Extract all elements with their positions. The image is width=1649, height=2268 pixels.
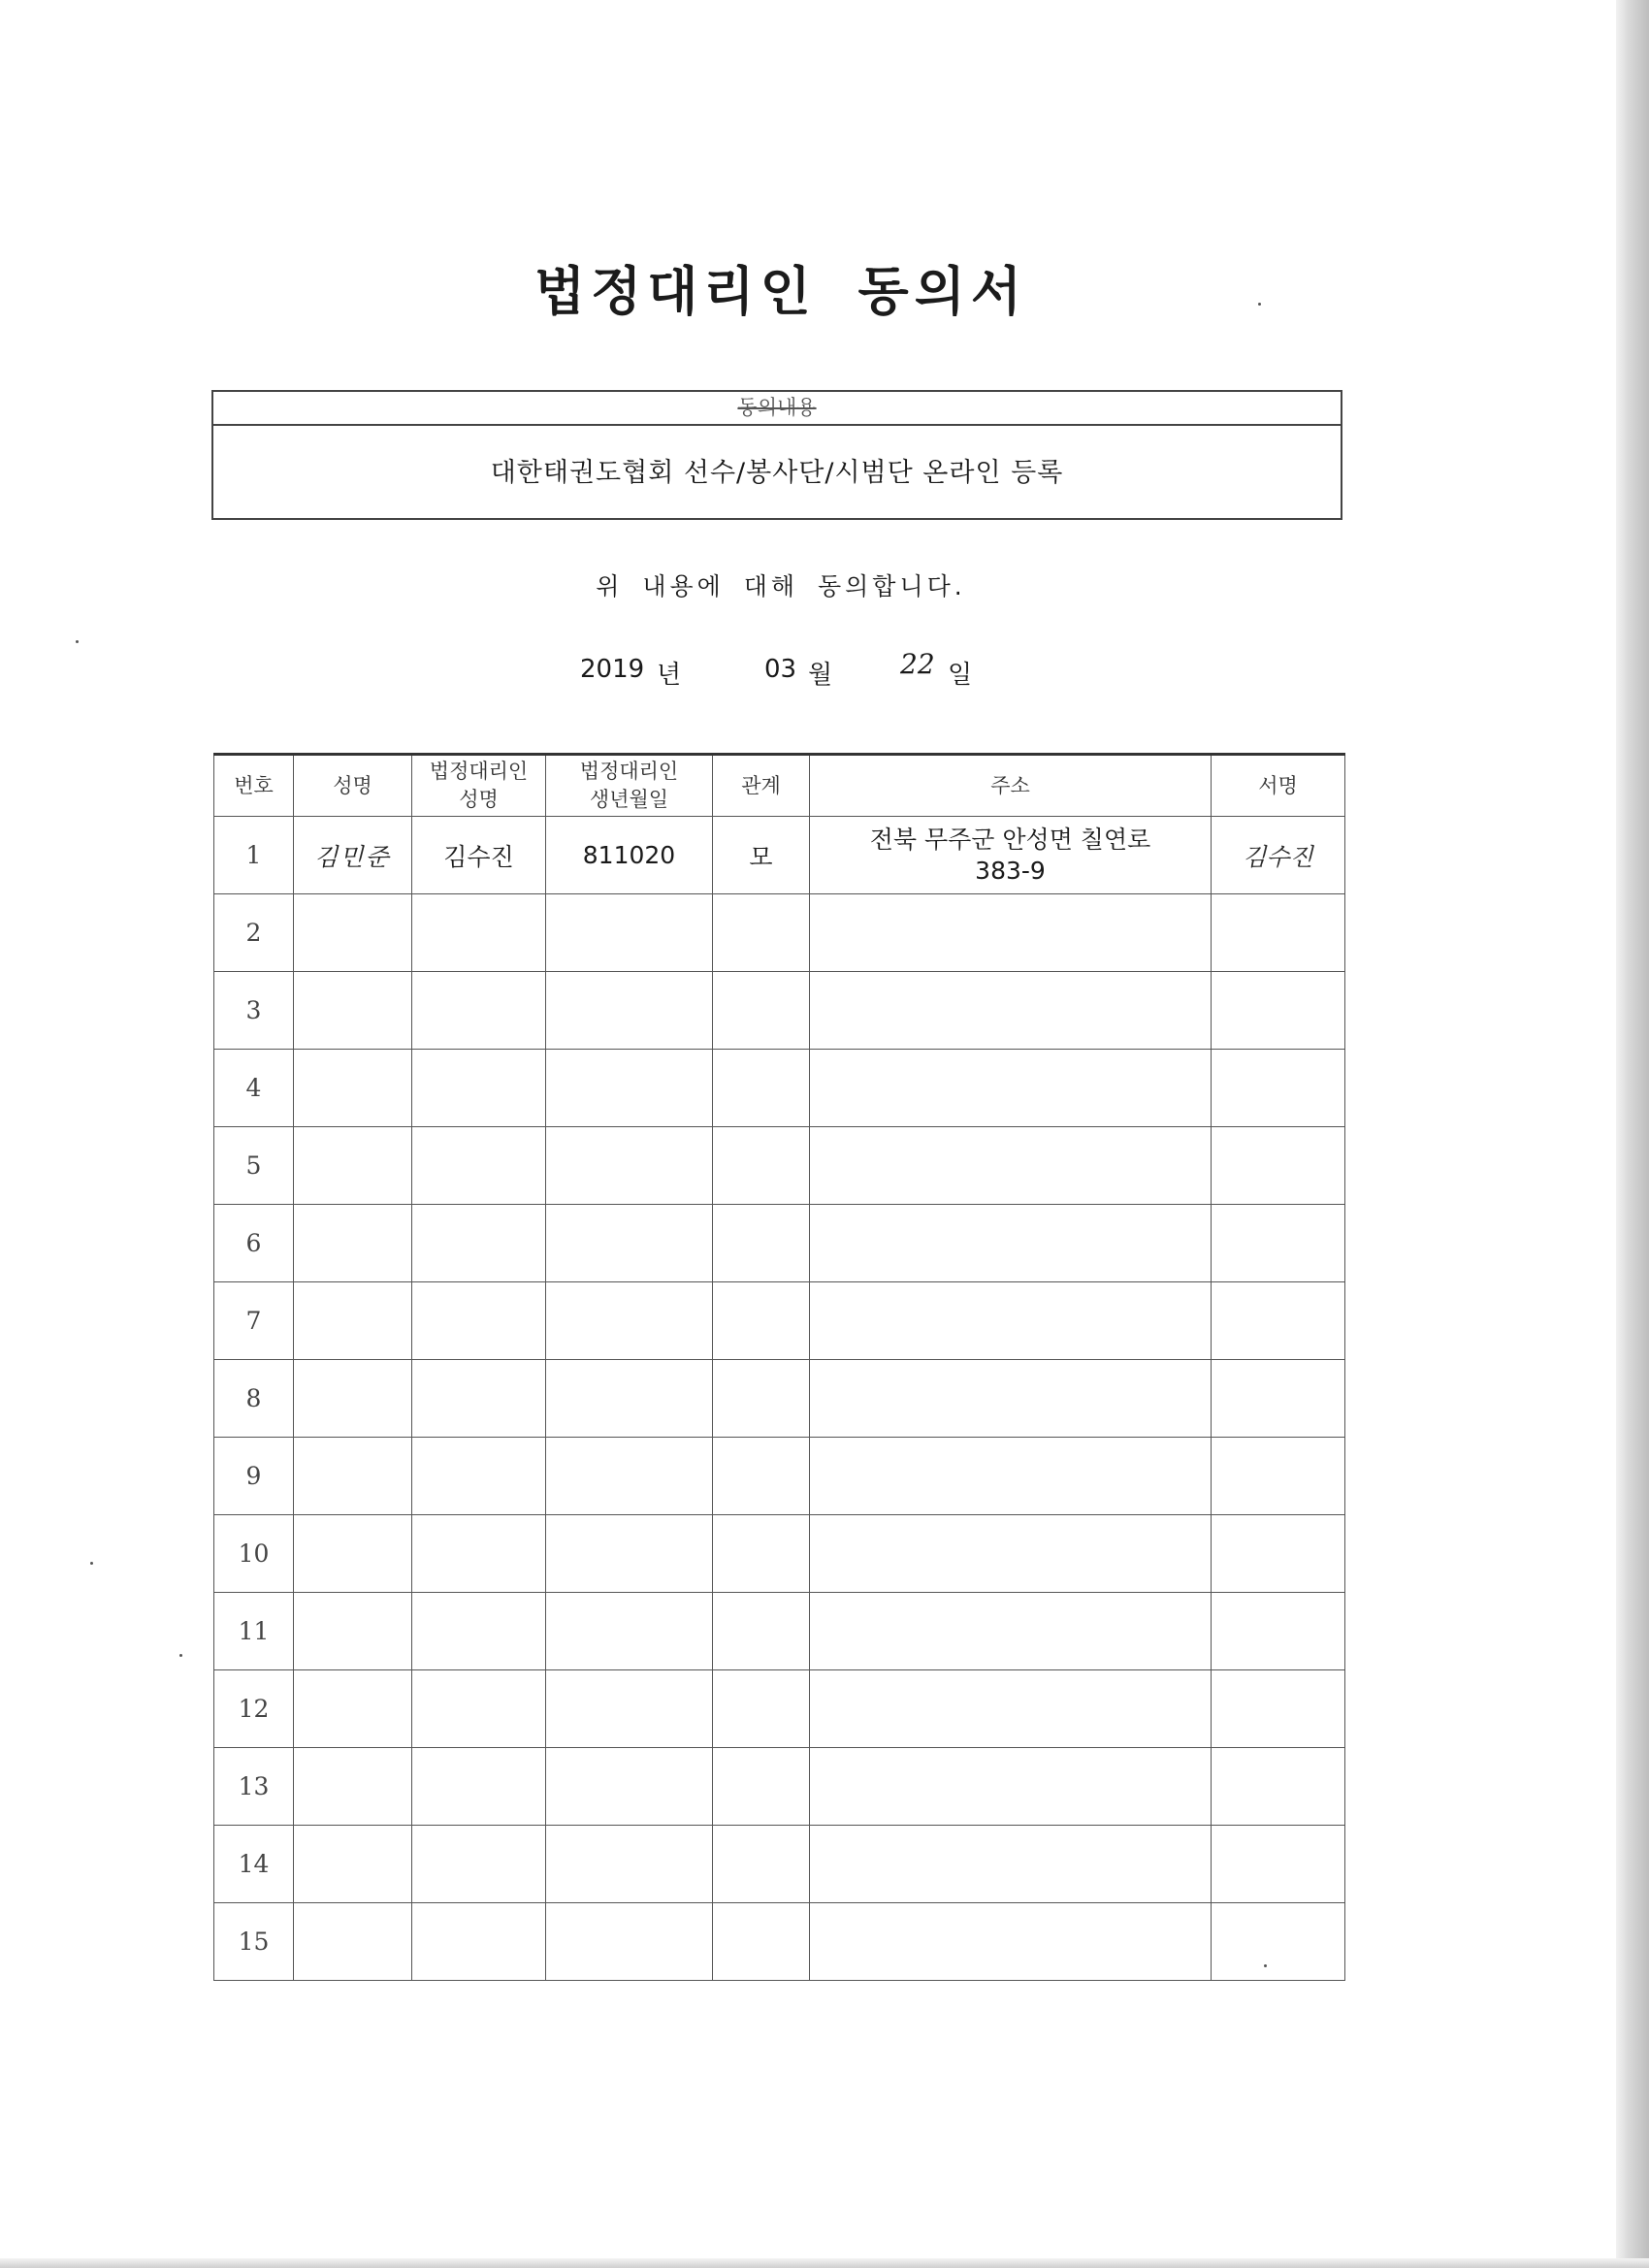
cell-name [294,1438,412,1515]
cell-signature [1212,1438,1345,1515]
cell-signature [1212,1050,1345,1127]
cell-name [294,894,412,972]
date-month: 03 [764,655,797,684]
cell-relation [713,972,810,1050]
cell-relation [713,1593,810,1670]
date-month-unit: 월 [808,661,833,690]
table-row [214,1282,1345,1360]
cell-guardian-birth [546,1438,713,1515]
header-guardian-birth-line1: 법정대리인 [579,760,679,783]
handwritten-name: 김민준 [294,817,412,894]
row-no: 13 [214,1748,294,1826]
cell-address [810,1515,1212,1593]
cell-guardian-name [412,1360,546,1438]
cell-guardian-name [412,1127,546,1205]
table-row [214,1127,1345,1205]
cell-guardian-birth [546,1050,713,1127]
cell-signature [1212,1205,1345,1282]
header-guardian-birth-line2: 생년월일 [589,788,669,811]
cell-signature [1212,1282,1345,1360]
cell-guardian-birth [546,1282,713,1360]
cell-address [810,894,1212,972]
cell-guardian-name [412,1438,546,1515]
table-row [214,894,1345,972]
cell-name [294,1282,412,1360]
cell-signature [1212,1826,1345,1903]
scan-edge-right [1616,0,1649,2268]
table-row [214,1748,1345,1826]
date-day-unit: 일 [948,661,973,690]
table-row [214,1593,1345,1670]
cell-guardian-birth [546,972,713,1050]
row-no: 5 [214,1127,294,1205]
table-header-row [214,755,1345,817]
address-line1: 전북 무주군 안성면 칠연로 [869,825,1151,854]
cell-address [810,1360,1212,1438]
cell-name [294,1127,412,1205]
cell-address [810,1282,1212,1360]
row-no: 11 [214,1593,294,1670]
cell-relation [713,1050,810,1127]
cell-relation [713,1515,810,1593]
cell-guardian-birth [546,1826,713,1903]
row-no: 8 [214,1360,294,1438]
cell-signature [1212,972,1345,1050]
cell-relation [713,1205,810,1282]
cell-address [810,1050,1212,1127]
row-no: 6 [214,1205,294,1282]
cell-guardian-name [412,1593,546,1670]
cell-address [810,1127,1212,1205]
cell-name [294,972,412,1050]
scan-speck [179,1654,182,1657]
cell-address [810,1826,1212,1903]
cell-guardian-birth [546,1903,713,1981]
date-day-handwritten: 22 [900,648,935,680]
cell-guardian-name [412,1515,546,1593]
header-no: 번호 [214,755,294,817]
cell-signature [1212,1748,1345,1826]
cell-address [810,1903,1212,1981]
cell-address [810,1748,1212,1826]
cell-signature [1212,894,1345,972]
row-no: 7 [214,1282,294,1360]
header-guardian-name [412,755,546,817]
table-row [214,1826,1345,1903]
row-no: 10 [214,1515,294,1593]
table-row [214,1903,1345,1981]
cell-address [810,972,1212,1050]
row-no: 2 [214,894,294,972]
cell-guardian-name [412,1748,546,1826]
table-row [214,817,1345,894]
cell-address [810,1438,1212,1515]
header-address: 주소 [810,755,1212,817]
header-guardian-name-line2: 성명 [459,788,499,811]
table-row [214,1670,1345,1748]
scan-speck [90,1562,93,1565]
cell-name [294,1205,412,1282]
table-row [214,1205,1345,1282]
cell-name [294,1360,412,1438]
handwritten-signature: 김수진 [1212,817,1345,894]
consent-content: 대한태권도협회 선수/봉사단/시범단 온라인 등록 [490,458,1064,488]
agreement-statement: 위 내용에 대해 동의합니다. [596,572,966,600]
cell-relation [713,1438,810,1515]
header-relation: 관계 [713,755,810,817]
date-year: 2019 [580,655,645,684]
registration-table [213,753,1345,1981]
cell-guardian-birth [546,1593,713,1670]
header-guardian-birth [546,755,713,817]
table-row [214,1050,1345,1127]
cell-signature [1212,1360,1345,1438]
cell-name [294,1903,412,1981]
cell-guardian-name [412,972,546,1050]
cell-name [294,1050,412,1127]
row-no: 12 [214,1670,294,1748]
row-no: 9 [214,1438,294,1515]
cell-guardian-name [412,1282,546,1360]
cell-signature [1212,1593,1345,1670]
cell-address [810,1593,1212,1670]
cell-guardian-birth [546,894,713,972]
guardian-birth: 811020 [546,817,713,894]
row-no: 3 [214,972,294,1050]
row-no: 15 [214,1903,294,1981]
cell-relation [713,1748,810,1826]
cell-name [294,1826,412,1903]
row-no: 4 [214,1050,294,1127]
row-no: 1 [214,817,294,894]
cell-relation [713,1670,810,1748]
cell-guardian-birth [546,1670,713,1748]
row-no: 14 [214,1826,294,1903]
address [810,817,1212,894]
cell-guardian-name [412,1670,546,1748]
cell-guardian-name [412,1050,546,1127]
cell-guardian-name [412,894,546,972]
cell-signature [1212,1670,1345,1748]
cell-signature [1212,1903,1345,1981]
table-row [214,1515,1345,1593]
scan-speck [76,640,79,643]
cell-address [810,1205,1212,1282]
cell-name [294,1515,412,1593]
date-year-unit: 년 [657,661,682,690]
cell-signature [1212,1515,1345,1593]
document-title: 법정대리인 동의서 [534,261,1028,322]
consent-box [211,390,1342,520]
cell-name [294,1748,412,1826]
cell-name [294,1670,412,1748]
cell-guardian-name [412,1205,546,1282]
cell-signature [1212,1127,1345,1205]
cell-relation [713,1903,810,1981]
table-row [214,1438,1345,1515]
consent-header: 동의내용 [213,392,1341,426]
table-row [214,1360,1345,1438]
header-name: 성명 [294,755,412,817]
cell-guardian-name [412,1826,546,1903]
cell-guardian-name [412,1903,546,1981]
cell-relation [713,1127,810,1205]
address-line2: 383-9 [975,856,1046,885]
guardian-name: 김수진 [412,817,546,894]
cell-guardian-birth [546,1748,713,1826]
header-signature: 서명 [1212,755,1345,817]
header-guardian-name-line1: 법정대리인 [429,760,529,783]
table-row [214,972,1345,1050]
cell-guardian-birth [546,1205,713,1282]
cell-guardian-birth [546,1360,713,1438]
cell-guardian-birth [546,1515,713,1593]
cell-relation [713,1282,810,1360]
cell-relation [713,1360,810,1438]
cell-relation [713,1826,810,1903]
cell-address [810,1670,1212,1748]
scan-edge-bottom [0,2258,1649,2268]
cell-relation [713,894,810,972]
cell-guardian-birth [546,1127,713,1205]
cell-name [294,1593,412,1670]
relation: 모 [713,817,810,894]
